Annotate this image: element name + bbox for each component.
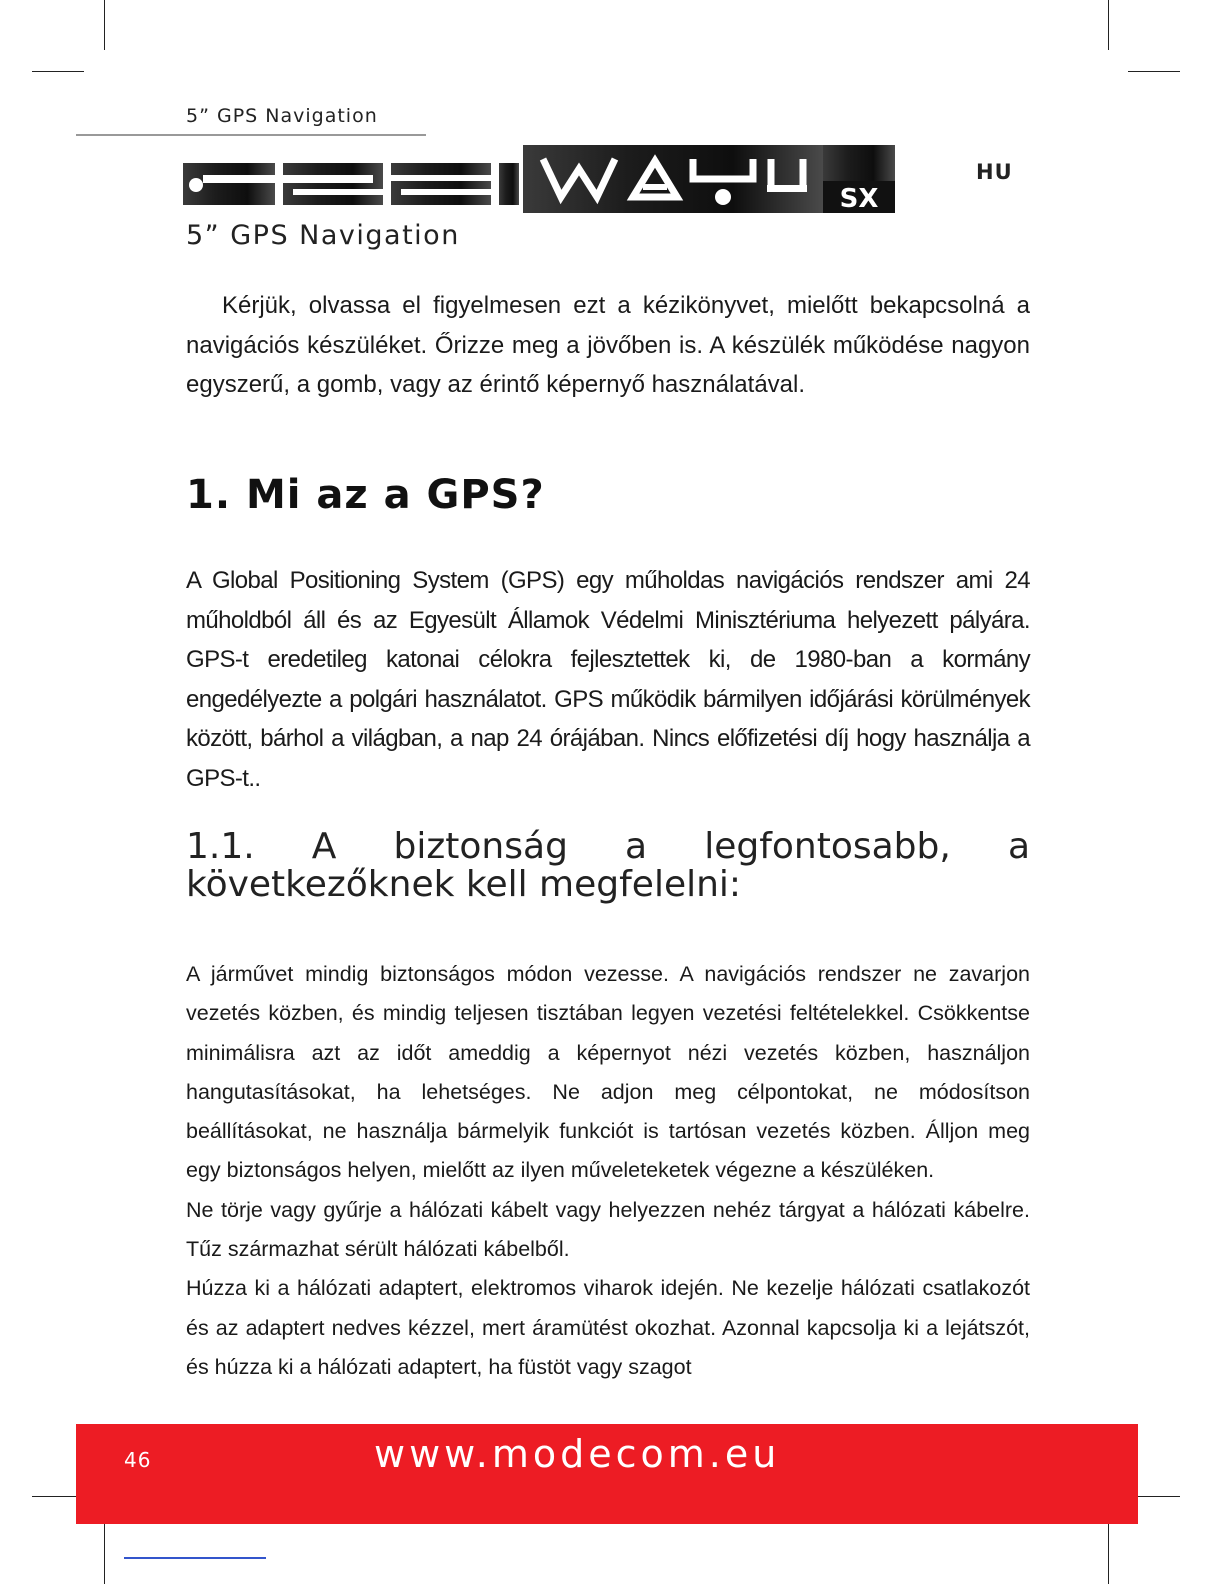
crop-mark [1108,0,1109,50]
crop-mark [104,0,105,50]
subtitle: 5” GPS Navigation [186,220,460,251]
page-number: 46 [124,1448,152,1472]
section-1-1-body [186,955,1030,1387]
body-paragraph: A járművet mindig biztonságos módon vezesse. A navigációs rendszer ne zavarjon vezetés közben, és mindig teljesen tisztában legyen vezetési feltételekkel. Csökkentse minimálisra azt az időt ameddig a képernyot nézi vezetés közben, használjon hangutasításokat, ha lehetséges. Ne adjon meg célpontokat, ne módosítson beállításokat, ne használja bármelyik funkciót is tartósan vezetés közben. Álljon meg egy biztonságos helyen, mielőtt az ilyen műveleteketek végezne a készüléken. [186,962,1030,1183]
body-paragraph: Ne törje vagy gyűrje a hálózati kábelt vagy helyezzen nehéz tárgyat a hálózati kábelre. Tűz származhat sérült hálózati kábelből. [186,1197,1030,1262]
bottom-blue-rule [124,1557,266,1559]
freeway-logo [183,145,895,220]
section-1-1-heading: 1.1. A biztonság a legfontosabb, a következőknek kell megfelelni: [186,826,1030,905]
intro-paragraph: Kérjük, olvassa el figyelmesen ezt a kézikönyvet, mielőtt bekapcsolná a navigációs készüléket. Őrizze meg a jövőben is. A készülék működése nagyon egyszerű, a gomb, vagy az érintő képernyő használatával. [186,292,1030,398]
crop-mark [1108,1516,1109,1584]
footer-bar [76,1424,1138,1524]
website-link[interactable]: www.modecom.eu [374,1432,781,1476]
header-rule [76,134,426,136]
crop-mark [1128,71,1180,72]
section-1-paragraph: A Global Positioning System (GPS) egy műholdas navigációs rendszer ami 24 műholdból áll és az Egyesült Államok Védelmi Minisztériuma helyezett pályára. GPS-t eredetileg katonai célokra fejlesztettek ki, de 1980-ban a kormány engedélyezte a polgári használatot. GPS működik bármilyen időjárási körülmények között, bárhol a világban, a nap 24 órájában. Nincs előfizetési díj hogy használja a GPS-t.. [186,567,1030,792]
crop-mark [104,1516,105,1584]
crop-mark [32,71,84,72]
section-1-heading: 1. Mi az a GPS? [186,472,545,518]
header-small-title: 5” GPS Navigation [186,105,378,127]
language-code: HU [976,160,1013,184]
body-paragraph: Húzza ki a hálózati adaptert, elektromos viharok idején. Ne kezelje hálózati csatlakozót és az adaptert nedves kézzel, mert áramütést okozhat. Azonnal kapcsolja ki a lejátszót, és húzza ki a hálózati adaptert, ha füstöt vagy szagot [186,1276,1030,1379]
svg-text:SX: SX [839,184,879,214]
